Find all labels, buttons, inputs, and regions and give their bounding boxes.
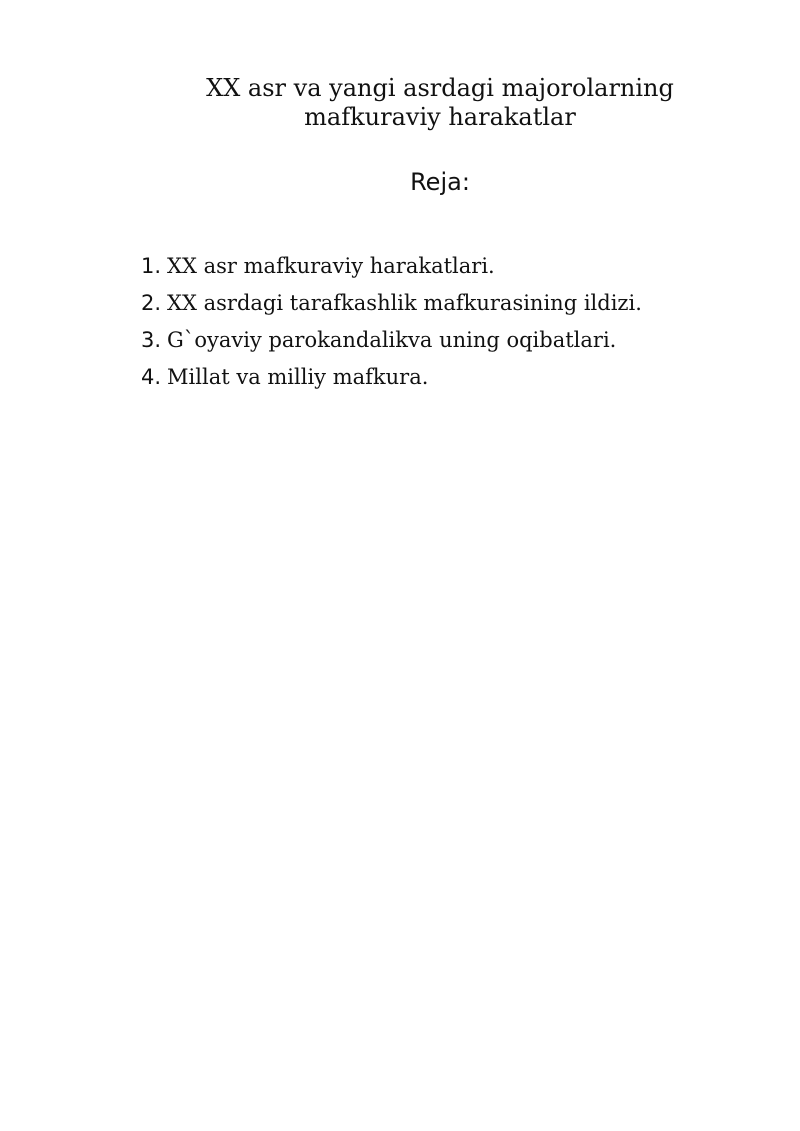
plan-item-number: 2. bbox=[141, 291, 162, 315]
plan-item bbox=[141, 359, 642, 396]
plan-item-number: 1. bbox=[141, 254, 162, 278]
plan-item bbox=[141, 322, 642, 359]
plan-item-text: XX asr mafkuraviy harakatlari. bbox=[167, 254, 495, 278]
plan-item bbox=[141, 285, 642, 322]
plan-item-text: Millat va milliy mafkura. bbox=[167, 365, 429, 389]
plan-list bbox=[141, 248, 642, 396]
plan-item bbox=[141, 248, 642, 285]
plan-item-number: 3. bbox=[141, 328, 162, 352]
document-title bbox=[0, 74, 800, 132]
plan-item-number: 4. bbox=[141, 365, 162, 389]
plan-heading: Reja: bbox=[410, 168, 470, 196]
title-line-1: XX asr va yangi asrdagi majorolarning bbox=[206, 74, 674, 102]
title-line-2: mafkuraviy harakatlar bbox=[304, 103, 576, 131]
plan-item-text: G`oyaviy parokandalikva uning oqibatlari. bbox=[167, 328, 617, 352]
plan-item-text: XX asrdagi tarafkashlik mafkurasining ildizi. bbox=[167, 291, 642, 315]
